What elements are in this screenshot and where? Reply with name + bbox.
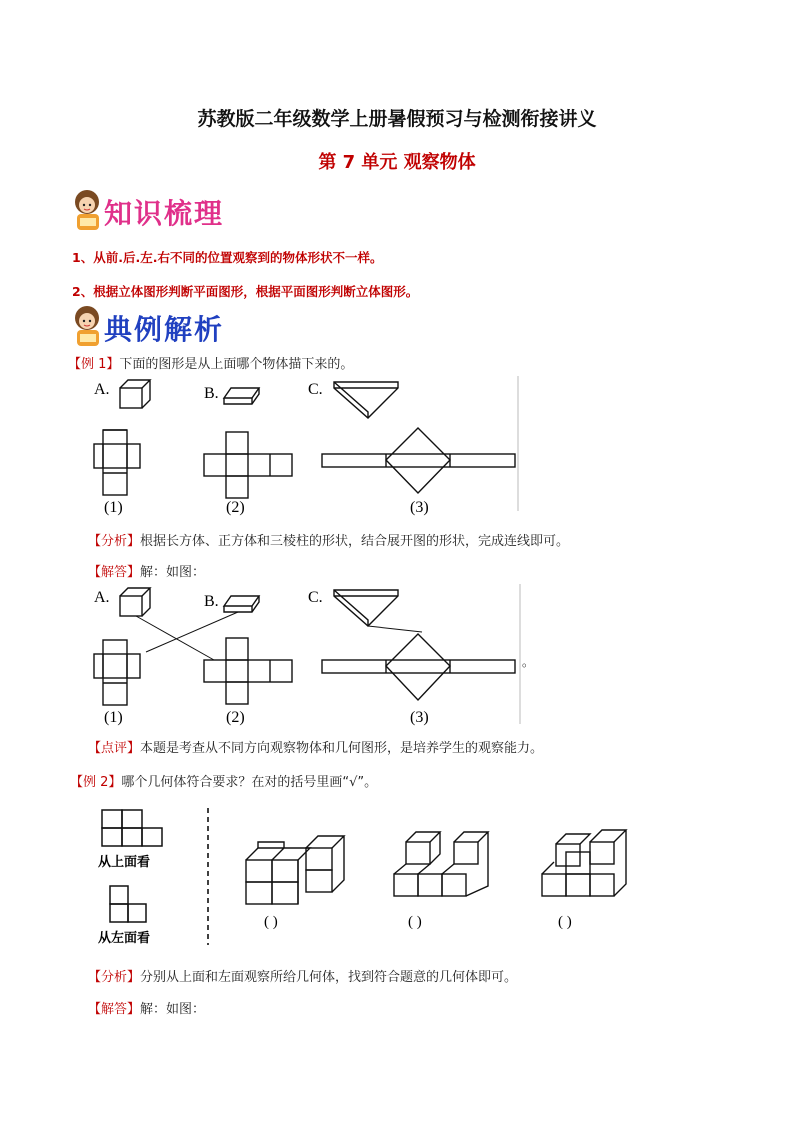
answer-tag: 【解答】 — [88, 565, 141, 580]
answer-solid-b-flat-box — [224, 596, 259, 612]
comment-text: 本题是考查从不同方向观察物体和几何图形，是培养学生的观察能力。 — [140, 741, 544, 756]
example1-figure — [86, 376, 526, 516]
connect-line-a-2 — [136, 616, 214, 660]
knowledge-point-2: 2、根据立体图形判断平面图形，根据平面图形判断立体图形。 — [72, 284, 419, 299]
analysis-tag: 【分析】 — [88, 534, 141, 549]
unit-subtitle: 第 7 单元 观察物体 — [318, 152, 476, 173]
top-view-shape — [102, 810, 162, 846]
example1-comment — [88, 737, 543, 756]
example1-analysis — [88, 530, 569, 549]
answer-net-1 — [94, 640, 140, 705]
solid-a-label: A. — [94, 381, 110, 398]
net-1-label: (1) — [104, 499, 123, 516]
section-heading-examples: 典例解析 — [104, 313, 225, 346]
top-view-label: 从上面看 — [98, 855, 151, 870]
net-1 — [94, 430, 140, 495]
left-view-label: 从左面看 — [98, 931, 151, 946]
answer-solid-a-label: A. — [94, 589, 110, 606]
answer-solid-a-cube — [120, 588, 150, 616]
answer-net-2-label: (2) — [226, 709, 245, 726]
analysis-tag: 【分析】 — [88, 970, 141, 985]
candidate-solid-2 — [394, 832, 488, 896]
section-heading-knowledge: 知识梳理 — [104, 197, 225, 230]
example2-tag: 【例 2】 — [70, 775, 122, 790]
solid-b-label: B. — [204, 385, 219, 402]
net-2-label: (2) — [226, 499, 245, 516]
answer-tag: 【解答】 — [88, 1002, 141, 1017]
net-3-label: (3) — [410, 499, 429, 516]
answer-net-1-label: (1) — [104, 709, 123, 726]
girl-mascot-icon — [70, 304, 106, 348]
answer-text: 解：如图： — [140, 1002, 206, 1017]
example1-answer — [88, 561, 205, 580]
example1-answer-figure — [86, 584, 536, 729]
comment-tag: 【点评】 — [88, 741, 141, 756]
net-3 — [322, 428, 515, 493]
trailing-mark: 。 — [522, 655, 535, 669]
example1-question — [68, 353, 353, 372]
analysis-text: 分别从上面和左面观察所给几何体，找到符合题意的几何体即可。 — [140, 970, 518, 985]
candidate-solid-3 — [542, 830, 626, 896]
page-title: 苏教版二年级数学上册暑假预习与检测衔接讲义 — [197, 108, 597, 130]
example2-analysis — [88, 966, 517, 985]
connect-line-c-3 — [368, 626, 422, 632]
net-2 — [204, 432, 292, 498]
knowledge-point-1: 1、从前.后.左.右不同的位置观察到的物体形状不一样。 — [72, 250, 383, 265]
solid-b-flat-box — [224, 388, 259, 404]
section-header-knowledge — [70, 188, 270, 234]
section-header-examples — [70, 304, 270, 350]
solid-c-prism — [334, 382, 398, 418]
analysis-text: 根据长方体、正方体和三棱柱的形状，结合展开图的形状，完成连线即可。 — [140, 534, 570, 549]
answer-solid-c-label: C. — [308, 589, 323, 606]
bracket-3[interactable]: ( ) — [558, 914, 572, 930]
example2-answer — [88, 998, 205, 1017]
answer-text: 解：如图： — [140, 565, 206, 580]
answer-solid-b-label: B. — [204, 593, 219, 610]
left-view-shape — [110, 886, 146, 922]
answer-net-3-label: (3) — [410, 709, 429, 726]
example2-figure — [96, 800, 652, 950]
solid-a-cube — [120, 380, 150, 408]
example2-question — [70, 771, 377, 790]
example1-tag: 【例 1】 — [68, 357, 120, 372]
girl-mascot-icon — [70, 188, 106, 232]
candidate-solid-1 — [246, 836, 344, 904]
answer-net-2 — [204, 638, 292, 704]
example2-question-text: 哪个几何体符合要求？在对的括号里画“√”。 — [121, 775, 378, 790]
solid-c-label: C. — [308, 381, 323, 398]
answer-net-3 — [322, 634, 515, 700]
answer-solid-c-prism — [334, 590, 398, 626]
example1-question-text: 下面的图形是从上面哪个物体描下来的。 — [119, 357, 354, 372]
connect-line-b-1 — [146, 612, 238, 652]
bracket-2[interactable]: ( ) — [408, 914, 422, 930]
bracket-1[interactable]: ( ) — [264, 914, 278, 930]
